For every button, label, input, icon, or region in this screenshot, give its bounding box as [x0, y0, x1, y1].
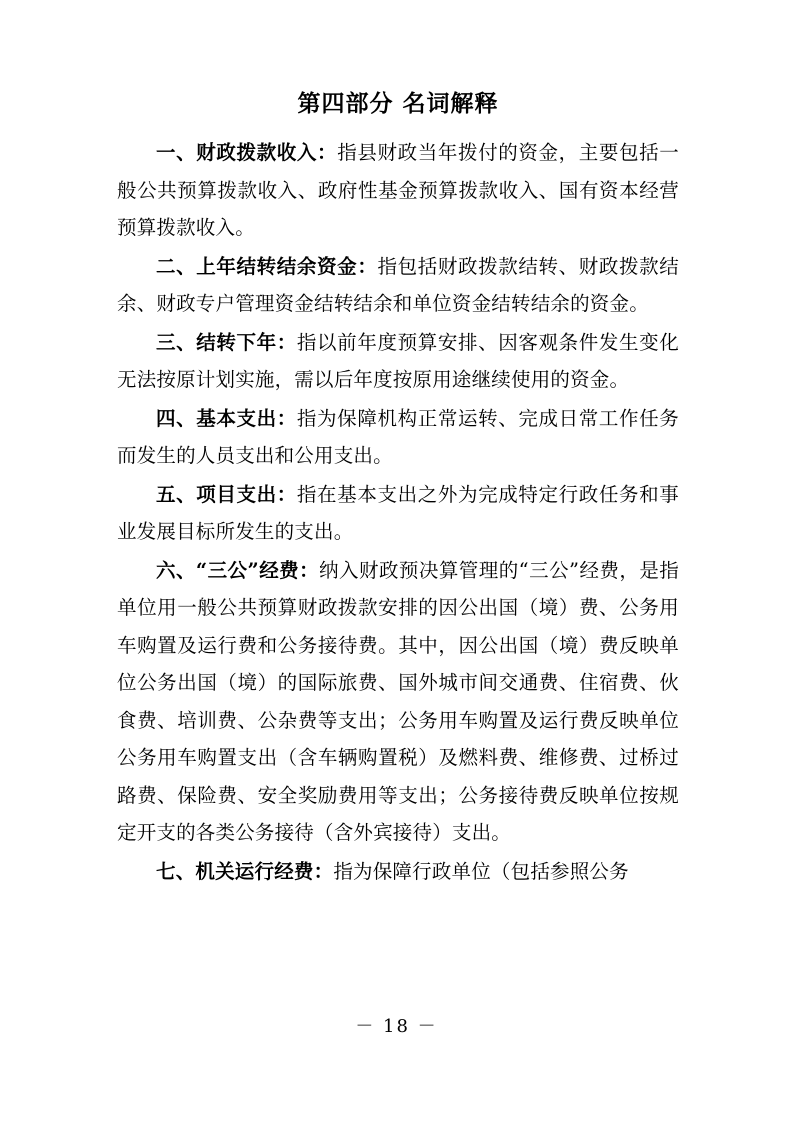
paragraph-1-body: 指县财政当年拨付的资金，主要包括一般公共预算拨款收入、政府性基金预算拨款收入、国有资本经营预算拨款收入。 [117, 141, 679, 240]
paragraph-4-body: 指为保障机构正常运转、完成日常工作任务而发生的人员支出和公用支出。 [117, 406, 679, 468]
paragraph-1 [117, 134, 679, 247]
paragraph-5-lead: 五、项目支出： [156, 482, 297, 506]
paragraph-4 [117, 400, 679, 475]
paragraph-2-lead: 二、上年结转结余资金： [156, 254, 378, 278]
paragraph-2-body: 指包括财政拨款结转、财政拨款结余、财政专户管理资金结转结余和单位资金结转结余的资金。 [117, 254, 679, 316]
paragraph-3-lead: 三、结转下年： [156, 330, 297, 354]
paragraph-7 [117, 853, 679, 891]
paragraph-2 [117, 248, 679, 323]
paragraph-5 [117, 476, 679, 551]
paragraph-7-lead: 七、机关运行经费： [156, 859, 334, 883]
paragraph-6-lead: 六、“三公”经费： [156, 558, 320, 582]
paragraph-3 [117, 324, 679, 399]
paragraph-6 [117, 552, 679, 852]
paragraph-6-body: 纳入财政预决算管理的“三公”经费，是指单位用一般公共预算财政拨款安排的因公出国（境）费、公务用车购置及运行费和公务接待费。其中，因公出国（境）费反映单位公务出国（境）的国际旅费、国外城市间交通费、住宿费、伙食费、培训费、公杂费等支出；公务用车购置及运行费反映单位公务用车购置支出（含车辆购置税）及燃料费、维修费、过桥过路费、保险费、安全奖励费用等支出；公务接待费反映单位按规定开支的各类公务接待（含外宾接待）支出。 [117, 558, 679, 845]
paragraph-4-lead: 四、基本支出： [156, 406, 297, 430]
document-body [117, 88, 679, 891]
page-title: 第四部分 名词解释 [297, 90, 499, 117]
paragraph-5-body: 指在基本支出之外为完成特定行政任务和事业发展目标所发生的支出。 [117, 482, 679, 544]
paragraph-1-lead: 一、财政拨款收入： [156, 141, 338, 165]
paragraph-7-body: 指为保障行政单位（包括参照公务 [333, 859, 629, 883]
page-number: － 18 － [355, 1016, 438, 1037]
paragraph-3-body: 指以前年度预算安排、因客观条件发生变化无法按原计划实施，需以后年度按原用途继续使用的资金。 [117, 330, 679, 392]
